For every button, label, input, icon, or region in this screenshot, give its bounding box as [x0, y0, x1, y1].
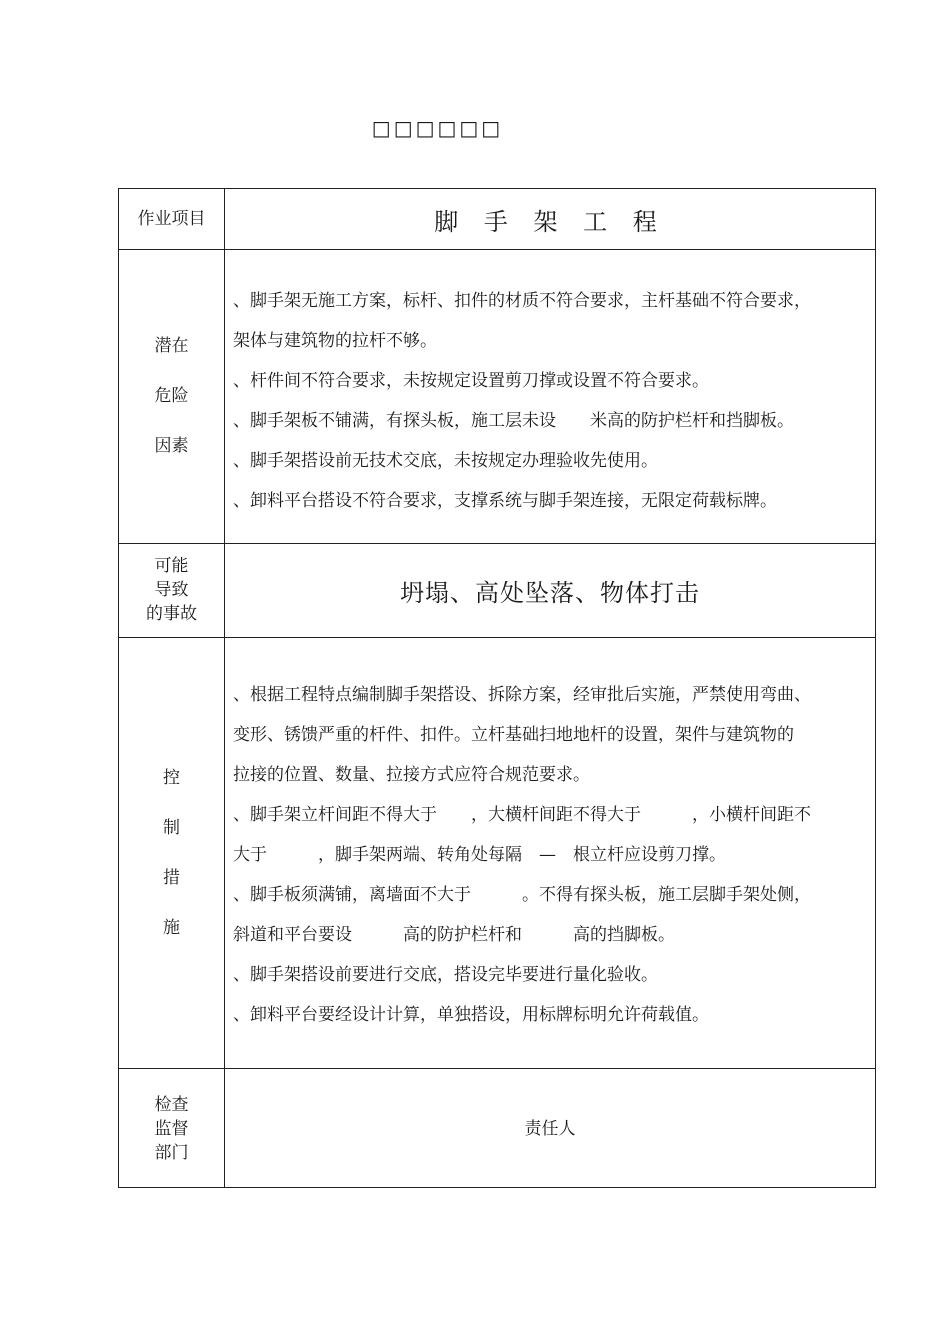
hazards-content: [225, 249, 875, 543]
project-value-cell: [225, 189, 875, 249]
hazard-line: 、卸料平台搭设不符合要求，支撑系统与脚手架连接，无限定荷载标牌。: [233, 491, 777, 511]
control-line: 、脚手板须满铺，离墙面不大于 。不得有探头板，施工层脚手架处侧，: [233, 885, 811, 905]
controls-content: [225, 637, 875, 1068]
control-line: 大于 ，脚手架两端、转角处每隔 — 根立杆应设剪刀撑。: [233, 845, 726, 865]
accidents-value: 坍塌、高处坠落、物体打击: [400, 578, 700, 607]
control-line: 斜道和平台要设 高的防护栏杆和 高的挡脚板。: [233, 925, 675, 945]
inspection-label: [119, 1068, 224, 1189]
hazard-line: 架体与建筑物的拉杆不够。: [233, 331, 437, 351]
controls-label-line: 制: [163, 817, 180, 838]
accidents-label-line: 可能: [154, 556, 189, 576]
hazards-label: [119, 249, 224, 543]
responsible-person-label: 责任人: [524, 1119, 576, 1139]
project-label: [119, 189, 224, 249]
inspection-label-line: 监督: [154, 1118, 189, 1139]
control-line: 、脚手架搭设前要进行交底，搭设完毕要进行量化验收。: [233, 965, 658, 985]
hazard-line: 、杆件间不符合要求，未按规定设置剪刀撑或设置不符合要求。: [233, 371, 709, 391]
controls-label-line: 措: [163, 867, 180, 888]
document-title: □□□□□□: [371, 116, 504, 140]
inspection-content: [225, 1068, 875, 1189]
accidents-label-line: 导致: [154, 580, 189, 600]
control-line: 、根据工程特点编制脚手架搭设、拆除方案，经审批后实施，严禁使用弯曲、: [233, 685, 811, 705]
accidents-value-cell: [225, 543, 875, 637]
control-line: 拉接的位置、数量、拉接方式应符合规范要求。: [233, 765, 590, 785]
inspection-label-line: 部门: [154, 1142, 189, 1163]
project-name: 脚 手 架 工 程: [434, 207, 666, 236]
hazard-line: 、脚手架搭设前无技术交底，未按规定办理验收先使用。: [233, 451, 658, 471]
inspection-label-line: 检查: [154, 1094, 189, 1115]
controls-label-line: 控: [163, 767, 180, 788]
control-line: 、脚手架立杆间距不得大于 ，大横杆间距不得大于 ，小横杆间距不: [233, 805, 811, 825]
control-line: 、卸料平台要经设计计算，单独搭设，用标牌标明允许荷载值。: [233, 1005, 709, 1025]
accidents-label: [119, 543, 224, 637]
hazard-line: 、脚手架板不铺满，有探头板，施工层未设 米高的防护栏杆和挡脚板。: [233, 411, 794, 431]
safety-table: [118, 188, 876, 1188]
hazards-label-line: 潜在: [154, 336, 189, 356]
hazards-label-line: 因素: [154, 436, 189, 456]
controls-label: [119, 637, 224, 1068]
project-label-text: 作业项目: [137, 209, 206, 229]
accidents-label-line: 的事故: [146, 604, 197, 624]
control-line: 变形、锈馈严重的杆件、扣件。立杆基础扫地地杆的设置，架件与建筑物的: [233, 725, 794, 745]
hazards-label-line: 危险: [154, 386, 189, 406]
hazard-line: 、脚手架无施工方案，标杆、扣件的材质不符合要求，主杆基础不符合要求，: [233, 291, 811, 311]
controls-label-line: 施: [163, 917, 180, 938]
